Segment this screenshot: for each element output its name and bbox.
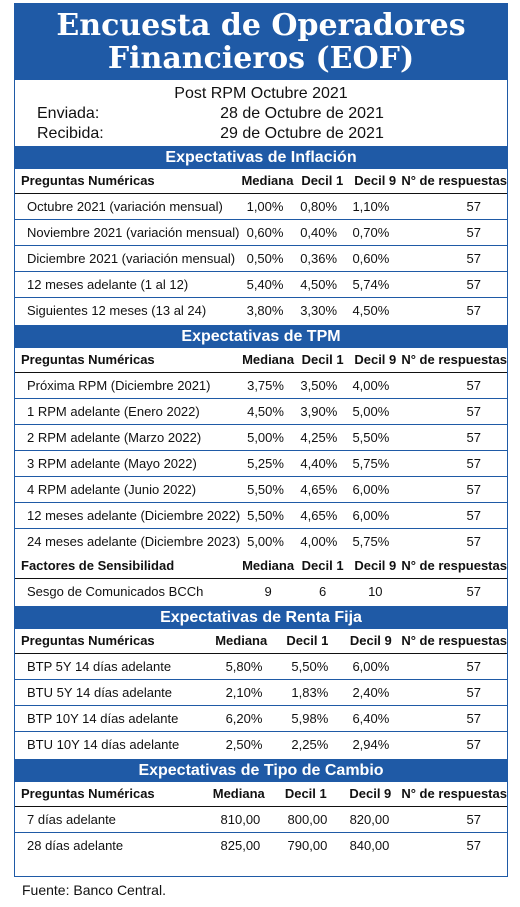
received-row: [37, 124, 485, 144]
table-row: [15, 297, 507, 323]
table-row: [15, 372, 507, 398]
row-responses: 57: [401, 679, 507, 705]
table-row: [15, 450, 507, 476]
fixed-income-rows: [15, 653, 507, 757]
row-decile-1: 5,50%: [274, 653, 340, 679]
row-median: 5,80%: [208, 653, 274, 679]
header-responses: N° de respuestas: [401, 348, 507, 372]
header-decile-9: Decil 9: [339, 782, 401, 806]
table-row: [15, 193, 507, 219]
header-question: Preguntas Numéricas: [15, 169, 239, 193]
table-row: [15, 578, 507, 604]
row-decile-1: 4,65%: [296, 476, 349, 502]
header-question: Preguntas Numéricas: [15, 782, 205, 806]
row-question: 24 meses adelante (Diciembre 2023): [27, 533, 241, 549]
header-decile-1: Decil 1: [296, 554, 349, 578]
row-decile-1: 1,83%: [274, 679, 340, 705]
table-row: [15, 705, 507, 731]
row-decile-1: 800,00: [272, 806, 339, 832]
table-row: [15, 731, 507, 757]
row-question: Diciembre 2021 (variación mensual): [15, 245, 239, 271]
row-decile-9: 5,50%: [349, 424, 401, 450]
table-row: [15, 245, 507, 271]
row-question: 7 días adelante: [15, 806, 205, 832]
row-median: 0,60%: [239, 219, 295, 245]
row-median: 2,50%: [225, 736, 263, 752]
fixed-income-table: [15, 629, 507, 757]
header-median: Mediana: [240, 554, 296, 578]
row-decile-1: 3,50%: [296, 372, 349, 398]
survey-meta: [15, 80, 507, 144]
row-decile-1: 4,65%: [296, 502, 349, 528]
header-decile-1: Decil 1: [272, 782, 339, 806]
header-responses: N° de respuestas: [401, 554, 507, 578]
table-row: [15, 424, 507, 450]
table-row: [15, 271, 507, 297]
row-decile-1: 0,40%: [295, 219, 349, 245]
table-row: [15, 502, 507, 528]
row-median: 3,80%: [246, 302, 284, 318]
row-question: 12 meses adelante (1 al 12): [15, 271, 239, 297]
table-row: [15, 653, 507, 679]
row-decile-9: 6,00%: [349, 476, 401, 502]
row-median: 5,00%: [240, 424, 296, 450]
table-header-row: [15, 782, 507, 806]
header-responses: N° de respuestas: [401, 629, 507, 653]
row-median: 3,75%: [240, 372, 296, 398]
row-decile-9: 5,75%: [352, 533, 390, 549]
row-decile-9: 10: [368, 583, 383, 599]
table-row: [15, 219, 507, 245]
row-median: 810,00: [205, 806, 272, 832]
section-fx-title: Expectativas de Tipo de Cambio: [15, 759, 507, 782]
row-question: 1 RPM adelante (Enero 2022): [15, 398, 240, 424]
title-line-2: Financieros (EOF): [107, 41, 415, 76]
tpm-rows: [15, 372, 507, 554]
row-decile-9: 2,94%: [352, 736, 390, 752]
row-decile-9: 1,10%: [349, 193, 401, 219]
row-question: Noviembre 2021 (variación mensual): [15, 219, 239, 245]
row-question: Sesgo de Comunicados BCCh: [27, 583, 204, 599]
sensitivity-rows: [15, 578, 507, 604]
fx-table: [15, 782, 507, 858]
header-decile-9: Decil 9: [349, 169, 401, 193]
table-header-row: [15, 169, 507, 193]
row-decile-1: 3,90%: [296, 398, 349, 424]
row-decile-1: 5,98%: [274, 705, 340, 731]
row-responses: 57: [401, 424, 507, 450]
row-question: Octubre 2021 (variación mensual): [15, 193, 239, 219]
row-decile-9: 4,50%: [352, 302, 390, 318]
row-question: 28 días adelante: [27, 837, 124, 853]
table-row: [15, 528, 507, 554]
survey-subtitle: Post RPM Octubre 2021: [174, 85, 348, 102]
row-responses: 57: [401, 806, 507, 832]
table-row: [15, 806, 507, 832]
table-row: [15, 679, 507, 705]
header-decile-1: Decil 1: [274, 629, 340, 653]
row-decile-1: 4,25%: [296, 424, 349, 450]
row-decile-1: 4,50%: [295, 271, 349, 297]
table-row: [15, 476, 507, 502]
row-decile-9: 0,60%: [349, 245, 401, 271]
sent-value: 28 de Octubre de 2021: [220, 105, 384, 122]
table-row: [15, 398, 507, 424]
row-responses: 57: [466, 302, 481, 318]
row-decile-9: 6,40%: [340, 705, 401, 731]
row-responses: 57: [401, 245, 507, 271]
received-label: Recibida:: [37, 125, 104, 142]
row-median: 5,50%: [240, 476, 296, 502]
source-note: Fuente: Banco Central.: [22, 882, 166, 898]
row-question: BTP 10Y 14 días adelante: [15, 705, 208, 731]
row-responses: 57: [401, 271, 507, 297]
row-responses: 57: [401, 450, 507, 476]
row-decile-1: 0,36%: [295, 245, 349, 271]
inflation-rows: [15, 193, 507, 323]
row-question: BTP 5Y 14 días adelante: [15, 653, 208, 679]
header-responses: N° de respuestas: [401, 169, 507, 193]
row-responses: 57: [466, 533, 481, 549]
header-decile-1: Decil 1: [296, 348, 349, 372]
table-header-row: [15, 629, 507, 653]
row-decile-9: 4,00%: [349, 372, 401, 398]
sensitivity-header-row: [15, 554, 507, 578]
row-decile-9: 5,00%: [349, 398, 401, 424]
row-question: 2 RPM adelante (Marzo 2022): [15, 424, 240, 450]
row-responses: 57: [466, 583, 481, 599]
sent-row: [37, 104, 485, 124]
row-responses: 57: [401, 219, 507, 245]
row-decile-9: 5,74%: [349, 271, 401, 297]
row-responses: 57: [401, 705, 507, 731]
row-responses: 57: [401, 193, 507, 219]
row-decile-1: 2,25%: [291, 736, 329, 752]
sent-label: Enviada:: [37, 105, 100, 122]
survey-panel: [14, 3, 508, 877]
header-median: Mediana: [205, 782, 272, 806]
row-responses: 57: [401, 502, 507, 528]
header-decile-9: Decil 9: [340, 629, 401, 653]
header-median: Mediana: [240, 348, 296, 372]
header-decile-1: Decil 1: [295, 169, 349, 193]
row-median: 5,50%: [240, 502, 296, 528]
row-decile-1: 0,80%: [295, 193, 349, 219]
section-fixed-income-title: Expectativas de Renta Fija: [15, 606, 507, 629]
row-question: 3 RPM adelante (Mayo 2022): [15, 450, 240, 476]
section-inflation-title: Expectativas de Inflación: [15, 146, 507, 169]
fx-rows: [15, 806, 507, 858]
header-question: Preguntas Numéricas: [15, 629, 208, 653]
header-decile-9: Decil 9: [349, 554, 401, 578]
row-decile-1: 4,00%: [300, 533, 338, 549]
row-question: Próxima RPM (Diciembre 2021): [15, 372, 240, 398]
row-responses: 57: [401, 372, 507, 398]
inflation-table: [15, 169, 507, 323]
table-header-row: [15, 348, 507, 372]
row-median: 825,00: [220, 837, 261, 853]
row-question: Siguientes 12 meses (13 al 24): [27, 302, 207, 318]
survey-title-banner: [15, 4, 507, 80]
row-decile-9: 2,40%: [340, 679, 401, 705]
row-median: 1,00%: [239, 193, 295, 219]
row-decile-9: 5,75%: [349, 450, 401, 476]
row-responses: 57: [401, 653, 507, 679]
row-question: 12 meses adelante (Diciembre 2022): [15, 502, 240, 528]
header-median: Mediana: [208, 629, 274, 653]
row-decile-1: 3,30%: [300, 302, 338, 318]
row-median: 2,10%: [208, 679, 274, 705]
row-median: 5,00%: [247, 533, 284, 549]
row-question: 4 RPM adelante (Junio 2022): [15, 476, 240, 502]
title-line-1: Encuesta de Operadores: [56, 8, 466, 43]
row-median: 5,40%: [239, 271, 295, 297]
row-decile-9: 820,00: [339, 806, 401, 832]
sensitivity-header: Factores de Sensibilidad: [15, 554, 240, 578]
row-median: 0,50%: [239, 245, 295, 271]
row-median: 4,50%: [240, 398, 296, 424]
row-responses: 57: [401, 476, 507, 502]
row-decile-1: 4,40%: [296, 450, 349, 476]
row-responses: 57: [466, 736, 481, 752]
header-median: Mediana: [239, 169, 295, 193]
header-decile-9: Decil 9: [349, 348, 401, 372]
row-median: 6,20%: [208, 705, 274, 731]
row-median: 9: [264, 583, 272, 599]
row-responses: 57: [401, 398, 507, 424]
row-decile-9: 0,70%: [349, 219, 401, 245]
received-value: 29 de Octubre de 2021: [220, 125, 384, 142]
row-decile-1: 6: [319, 583, 327, 599]
row-question: BTU 10Y 14 días adelante: [27, 736, 180, 752]
table-row: [15, 832, 507, 858]
tpm-table: [15, 348, 507, 604]
sensitivity-block: [15, 554, 507, 578]
section-tpm-title: Expectativas de TPM: [15, 325, 507, 348]
row-question: BTU 5Y 14 días adelante: [15, 679, 208, 705]
row-responses: 57: [466, 837, 481, 853]
row-decile-9: 840,00: [349, 837, 390, 853]
header-responses: N° de respuestas: [401, 782, 507, 806]
row-median: 5,25%: [240, 450, 296, 476]
row-decile-9: 6,00%: [349, 502, 401, 528]
row-decile-9: 6,00%: [340, 653, 401, 679]
row-decile-1: 790,00: [287, 837, 328, 853]
header-question: Preguntas Numéricas: [15, 348, 240, 372]
